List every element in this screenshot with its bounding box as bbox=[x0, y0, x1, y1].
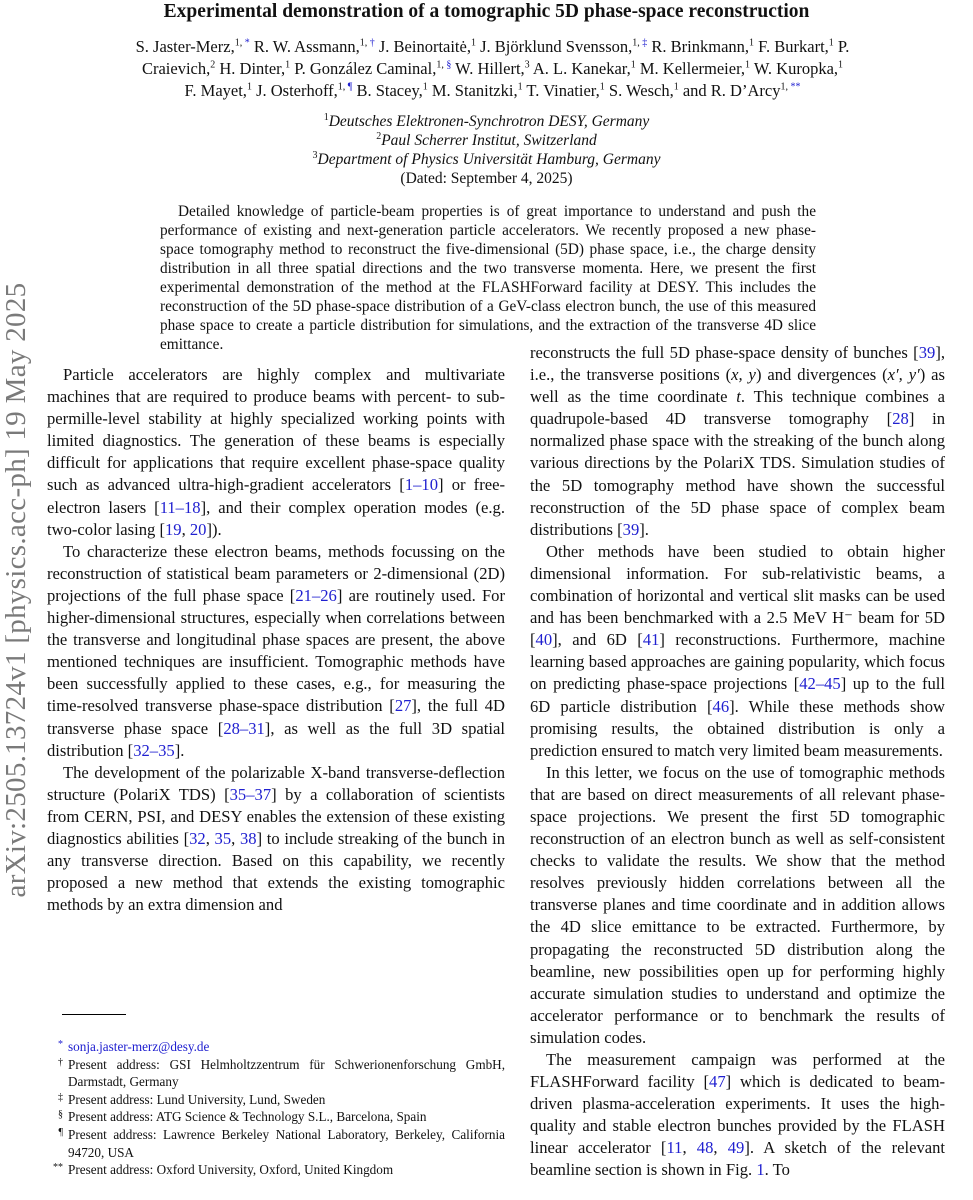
citation-link[interactable]: 49 bbox=[727, 1138, 745, 1158]
affiliation-number: 1 bbox=[323, 111, 329, 123]
date-line: (Dated: September 4, 2025) bbox=[400, 170, 573, 187]
footnote-mark: ** bbox=[53, 1162, 63, 1174]
footnote-mark: § bbox=[58, 1109, 63, 1121]
left-column bbox=[47, 364, 505, 916]
footnote bbox=[47, 1038, 505, 1056]
footnote-mark: ¶ bbox=[58, 1126, 63, 1138]
paper-title: Experimental demonstration of a tomographic 5D phase-space reconstruction bbox=[163, 1, 810, 22]
citation-link[interactable]: 32 bbox=[189, 828, 206, 848]
affiliation-number: 2 bbox=[376, 130, 382, 142]
paragraph: Particle accelerators are highly complex and multivariate machines that are required to produce beams with percent- to sub-permille-level stability at highly specialized working points with limited diagnostics. The generation of these beams is especially difficult for applications that require excellent phase-space quality such as advanced ultra-high-gradient accelerators [1–10] or free-electron lasers [11–18], and their complex operation modes (e.g. two-color lasing [19, 20]). bbox=[47, 365, 506, 539]
citation-link[interactable]: 39 bbox=[918, 343, 936, 362]
footnote-text: Present address: Lund University, Lund, Sweden bbox=[68, 1091, 326, 1107]
affiliation-name: Deutsches Elektronen-Synchrotron DESY, Germany bbox=[328, 113, 650, 130]
affiliation-ref: 1 bbox=[246, 81, 252, 93]
citation-link[interactable]: 28–31 bbox=[223, 718, 265, 738]
footnote-mark: † bbox=[58, 1056, 63, 1068]
affiliation bbox=[0, 150, 973, 169]
paragraph: reconstructs the full 5D phase-space density of bunches [39], i.e., the transverse positions (x, y) and divergences (x′, y′) as well as the time coordinate t. This technique combines a quadrupole-based 4D transverse tomography [28] in normalized phase space with the streaking of the bunch along various directions by the PolariX TDS. Simulation studies of the 5D tomography method have shown the successful reconstruction of the 5D phase space of complex beam distributions [39]. bbox=[530, 343, 946, 539]
paragraph: To characterize these electron beams, methods focussing on the reconstruction of statistical beam parameters or 2-dimensional (2D) projections of the full phase space [21–26] are routinely used. For higher-dimensional structures, especially when correlations between the transverse and longitudinal phase spaces are present, the above mentioned techniques are insufficient. Tomographic methods have been successfully applied to these cases, e.g., for measuring the time-resolved transverse phase-space distribution [27], the full 4D transverse phase space [28–31], as well as the full 3D spatial distribution [32–35]. bbox=[47, 541, 506, 760]
affiliation-ref: 1 bbox=[838, 59, 844, 71]
affiliation-ref: 1 bbox=[673, 81, 679, 93]
citation-link[interactable]: 38 bbox=[239, 828, 257, 848]
affiliation-ref: 3 bbox=[524, 59, 530, 71]
citation-link[interactable]: 27 bbox=[394, 696, 412, 716]
footnote-ref-link[interactable]: ** bbox=[790, 81, 801, 93]
citation-link[interactable]: 41 bbox=[642, 630, 660, 650]
affiliation-ref: 1 bbox=[285, 59, 291, 71]
affiliation-ref: 1 bbox=[749, 37, 755, 49]
affiliation-ref: 1 bbox=[470, 37, 476, 49]
affiliation-ref: 1, bbox=[632, 37, 643, 49]
citation-link[interactable]: 1 bbox=[756, 1160, 765, 1180]
author-line: S. Jaster-Merz,$^{1,}$ * R. W. Assmann,$^{1,}$ † J. Beinortaitė,$^1$ J. Björklund Svensson,$^{1,}$ ‡ R. Brinkmann,$^1$ F. Burkart,$^1$ P. bbox=[135, 37, 850, 56]
affiliation bbox=[0, 112, 973, 131]
affiliation-ref: 1 bbox=[422, 81, 428, 93]
email-link[interactable]: sonja.jaster-merz@desy.de bbox=[68, 1039, 210, 1054]
abstract: Detailed knowledge of particle-beam properties is of great importance to understand and push the performance of existing and next-generation particle accelerators. We recently proposed a new phase-space tomography method to reconstruct the five-dimensional (5D) phase space, i.e., the charge density distribution in all three spatial directions and the two transverse momenta. Here, we present the first experimental demonstration of the method at the FLASHForward facility at DESY. This includes the reconstruction of the 5D phase-space distribution of a GeV-class electron bunch, the use of this measured phase space to create a particle distribution for simulations, and the extraction of the transverse 4D slice emittance. bbox=[160, 203, 816, 353]
affiliation-ref: 2 bbox=[210, 59, 216, 71]
footnotes bbox=[47, 1038, 505, 1179]
citation-link[interactable]: 32–35 bbox=[133, 740, 175, 760]
affiliation-ref: 1, bbox=[780, 81, 791, 93]
footnote-mark: ‡ bbox=[58, 1091, 63, 1103]
citation-link[interactable]: 21–26 bbox=[295, 585, 337, 605]
footnote-ref-link[interactable]: ¶ bbox=[347, 81, 353, 93]
author-line: F. Mayet,$^1$ J. Osterhoff,$^{1,}$ ¶ B. Stacey,$^1$ M. Stanitzki,$^1$ T. Vinatier,$^1$ S. Wesch,$^1$ and R. D’Arcy$^{1,}$ ** bbox=[184, 81, 801, 100]
affiliation-ref: 1 bbox=[828, 37, 834, 49]
affiliation bbox=[0, 131, 973, 150]
citation-link[interactable]: 40 bbox=[535, 630, 553, 650]
affiliation-ref: 1, bbox=[337, 81, 348, 93]
affiliation-name: Paul Scherrer Institut, Switzerland bbox=[381, 132, 597, 149]
footnote bbox=[47, 1091, 505, 1109]
right-column bbox=[530, 342, 945, 1182]
footnote-text: Present address: Lawrence Berkeley National Laboratory, Berkeley, California 94720, USA bbox=[68, 1126, 505, 1160]
footnote-ref-link[interactable]: † bbox=[369, 37, 375, 49]
math-variable: t bbox=[736, 387, 741, 407]
arxiv-identifier-sidebar: arXiv:2505.13724v1 [physics.acc-ph] 19 May 2025 bbox=[0, 282, 32, 898]
citation-link[interactable]: 20 bbox=[189, 519, 207, 539]
affiliation-ref: 1 bbox=[517, 81, 523, 93]
affiliation-ref: 1 bbox=[599, 81, 605, 93]
citation-link[interactable]: 35–37 bbox=[229, 784, 272, 804]
citation-link[interactable]: 46 bbox=[712, 696, 730, 716]
math-variable: x′, y′ bbox=[887, 365, 920, 385]
affiliation-ref: 1, bbox=[359, 37, 370, 49]
citation-link[interactable]: 19 bbox=[164, 519, 182, 539]
citation-link[interactable]: 42–45 bbox=[799, 674, 841, 694]
citation-link[interactable]: 47 bbox=[709, 1072, 726, 1092]
paragraph: In this letter, we focus on the use of tomographic methods that are based on direct measurements of all relevant phase-space projections. We present the first 5D tomographic reconstruction of an electron bunch as well as self-consistent checks to validate the results. We show that the method resolves previously hidden correlations between all the transverse planes and time coordinate and in addition allows the 4D slice emittance to be extracted. Furthermore, by propagating the reconstructed 5D distribution along the beamline, new possibilities open up for performing highly accurate simulation studies to understand and optimize the accelerator performance or to benchmark the results of simulation codes. bbox=[530, 762, 945, 1047]
paragraph: The measurement campaign was performed at the FLASHForward facility [47] which is dedicated to beam-driven plasma-acceleration experiments. It uses the high-quality and stable electron bunches provided by the FLASH linear accelerator [11, 48, 49]. A sketch of the relevant beamline section is shown in Fig. 1. To bbox=[530, 1050, 946, 1180]
footnote bbox=[47, 1161, 505, 1179]
citation-link[interactable]: 11–18 bbox=[159, 497, 201, 517]
math-variable: x, y bbox=[731, 365, 756, 385]
affiliation-number: 3 bbox=[312, 149, 318, 161]
footnote-divider bbox=[62, 1014, 126, 1015]
affiliation-ref: 1 bbox=[745, 59, 751, 71]
citation-link[interactable]: 1–10 bbox=[404, 475, 438, 495]
citation-link[interactable]: 28 bbox=[892, 409, 909, 429]
footnote-ref-link[interactable]: § bbox=[446, 59, 452, 71]
author-list bbox=[40, 36, 945, 102]
footnote-text: Present address: Oxford University, Oxford, United Kingdom bbox=[68, 1162, 394, 1178]
affiliation-ref: 1 bbox=[630, 59, 636, 71]
author-line: Craievich,$^2$ H. Dinter,$^1$ P. González Caminal,$^{1,}$ § W. Hillert,$^3$ A. L. Kanekar,$^1$ M. Kellermeier,$^1$ W. Kuropka,$^1$ bbox=[141, 59, 844, 78]
footnote-ref-link[interactable]: * bbox=[244, 37, 250, 49]
paragraph: The development of the polarizable X-band transverse-deflection structure (PolariX TDS) [35–37] by a collaboration of scientists from CERN, PSI, and DESY enables the extension of these existing diagnostics abilities [32, 35, 38] to include streaking of the bunch in any transverse direction. Based on this capability, we recently proposed a new method that extends the existing tomographic methods by an extra dimension and bbox=[47, 762, 506, 915]
affiliation-ref: 1, bbox=[436, 59, 447, 71]
citation-link[interactable]: 39 bbox=[622, 519, 640, 539]
footnote bbox=[47, 1108, 505, 1126]
footnote-text: Present address: GSI Helmholtzzentrum für Schwerionenforschung GmbH, Darmstadt, Germany bbox=[68, 1056, 505, 1090]
affiliations bbox=[0, 112, 973, 188]
citation-link[interactable]: 11 bbox=[666, 1138, 683, 1158]
citation-link[interactable]: 48 bbox=[696, 1138, 714, 1158]
footnote-mark: * bbox=[58, 1039, 63, 1050]
citation-link[interactable]: 35 bbox=[214, 828, 232, 848]
footnote bbox=[47, 1126, 505, 1161]
footnote-text: Present address: ATG Science & Technology S.L., Barcelona, Spain bbox=[68, 1109, 427, 1125]
affiliation-name: Department of Physics Universität Hamburg, Germany bbox=[317, 151, 661, 168]
paragraph: Other methods have been studied to obtain higher dimensional information. For sub-relativistic beams, a combination of horizontal and vertical slit masks can be used and has been benchmarked with a 2.5 MeV H⁻ beam for 5D [40], and 6D [41] reconstructions. Furthermore, machine learning based approaches are gaining popularity, which focus on predicting phase-space projections [42–45] up to the full 6D particle distribution [46]. While these methods show promising results, the obtained distribution is only a prediction ensured to match very limited beam measurements. bbox=[530, 541, 945, 760]
footnote bbox=[47, 1056, 505, 1091]
affiliation-ref: 1, bbox=[234, 37, 245, 49]
footnote-ref-link[interactable]: ‡ bbox=[642, 37, 648, 49]
